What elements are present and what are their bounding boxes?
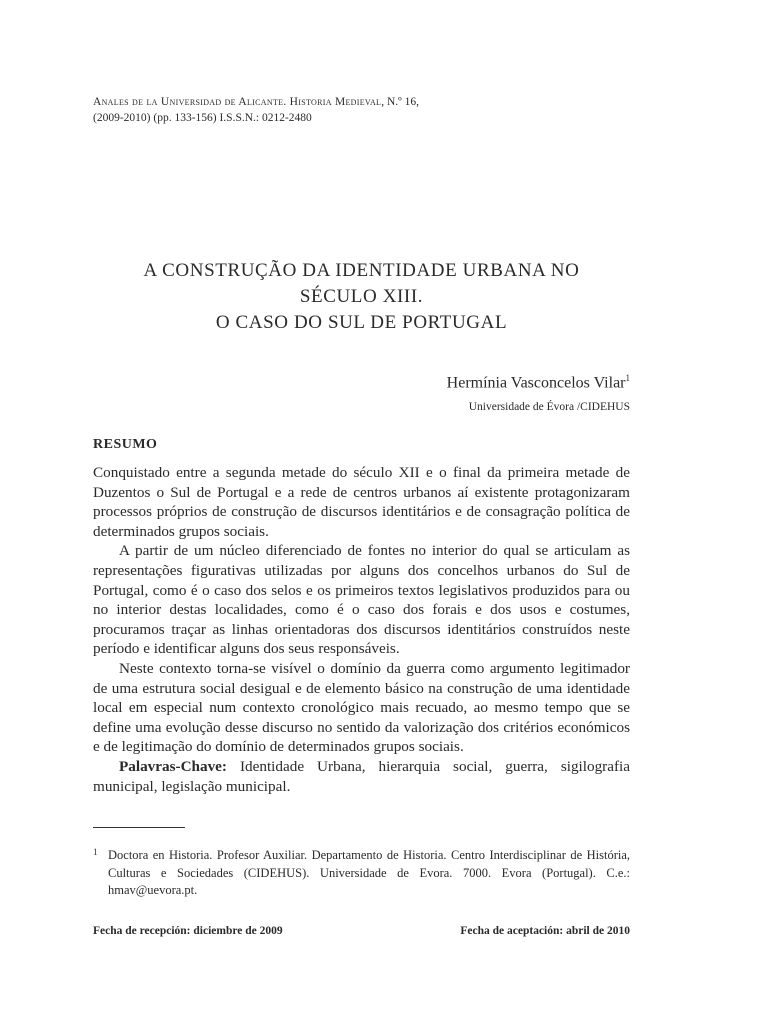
keywords-label: Palavras-Chave: — [119, 757, 227, 775]
keywords-text: Identidade Urbana, hierarquia social, guerra, sigilografia municipal, legislação municipal. — [93, 757, 630, 795]
journal-name: Anales de la Universidad de Alicante. Historia Medieval — [93, 96, 382, 108]
abstract-heading: RESUMO — [93, 437, 158, 452]
title-line-3: O CASO DO SUL DE PORTUGAL — [215, 312, 508, 333]
abstract-paragraph: A partir de um núcleo diferenciado de fontes no interior do qual se articulam as representações figurativas utilizadas por alguns dos concelhos urbanos do Sul de Portugal, como é o caso dos selos e os primeiros textos legislativos produzidos para ou no interior destas localidades, como é o caso dos forais e dos usos e costumes, procuramos traçar as linhas orientadoras dos discursos identitários construídos neste período e identificar alguns dos seus responsáveis. — [93, 542, 630, 658]
journal-details: (2009-2010) (pp. 133-156) I.S.S.N.: 0212-2480 — [93, 112, 312, 124]
footnote-number: 1 — [93, 847, 98, 857]
author-name: Hermínia Vasconcelos Vilar — [446, 374, 626, 392]
abstract-paragraph: Conquistado entre a segunda metade do século XII e o final da primeira metade de Duzentos o Sul de Portugal e a rede de centros urbanos aí existente protagonizaram processos próprios de construção de discursos identitários e de consagração política de determinados grupos sociais. — [93, 464, 630, 540]
journal-header — [93, 94, 653, 126]
keywords — [93, 757, 630, 796]
article-title — [93, 258, 630, 336]
abstract-body — [93, 463, 630, 796]
author-footnote-mark: 1 — [625, 373, 630, 383]
accepted-date: Fecha de aceptación: abril de 2010 — [460, 925, 630, 937]
title-line-1: A CONSTRUÇÃO DA IDENTIDADE URBANA NO — [143, 260, 580, 281]
journal-issue: , N.º 16, — [381, 96, 419, 108]
footnote-divider — [93, 827, 185, 828]
abstract-paragraph: Neste contexto torna-se visível o domínio da guerra como argumento legitimador de uma estrutura social desigual e de elemento básico na construção de uma identidade local em especial num contexto cronológico mais recuado, ao mesmo tempo que se define uma evolução desse discurso no sentido da valorização dos critérios económicos e de legitimação do domínio de determinados grupos sociais. — [93, 659, 630, 756]
title-line-2: SÉCULO XIII. — [299, 286, 424, 307]
footnote-text: Doctora en Historia. Profesor Auxiliar. Departamento de Historia. Centro Interdisciplinar de História, Culturas e Sociedades (CIDEHUS). Universidade de Evora. 7000. Evora (Portugal). C.e.: hmav@uevora.pt. — [108, 848, 630, 897]
footnote — [93, 847, 630, 900]
author-affiliation: Universidade de Évora /CIDEHUS — [468, 401, 630, 413]
received-date: Fecha de recepción: diciembre de 2009 — [93, 925, 283, 937]
author — [447, 373, 630, 392]
